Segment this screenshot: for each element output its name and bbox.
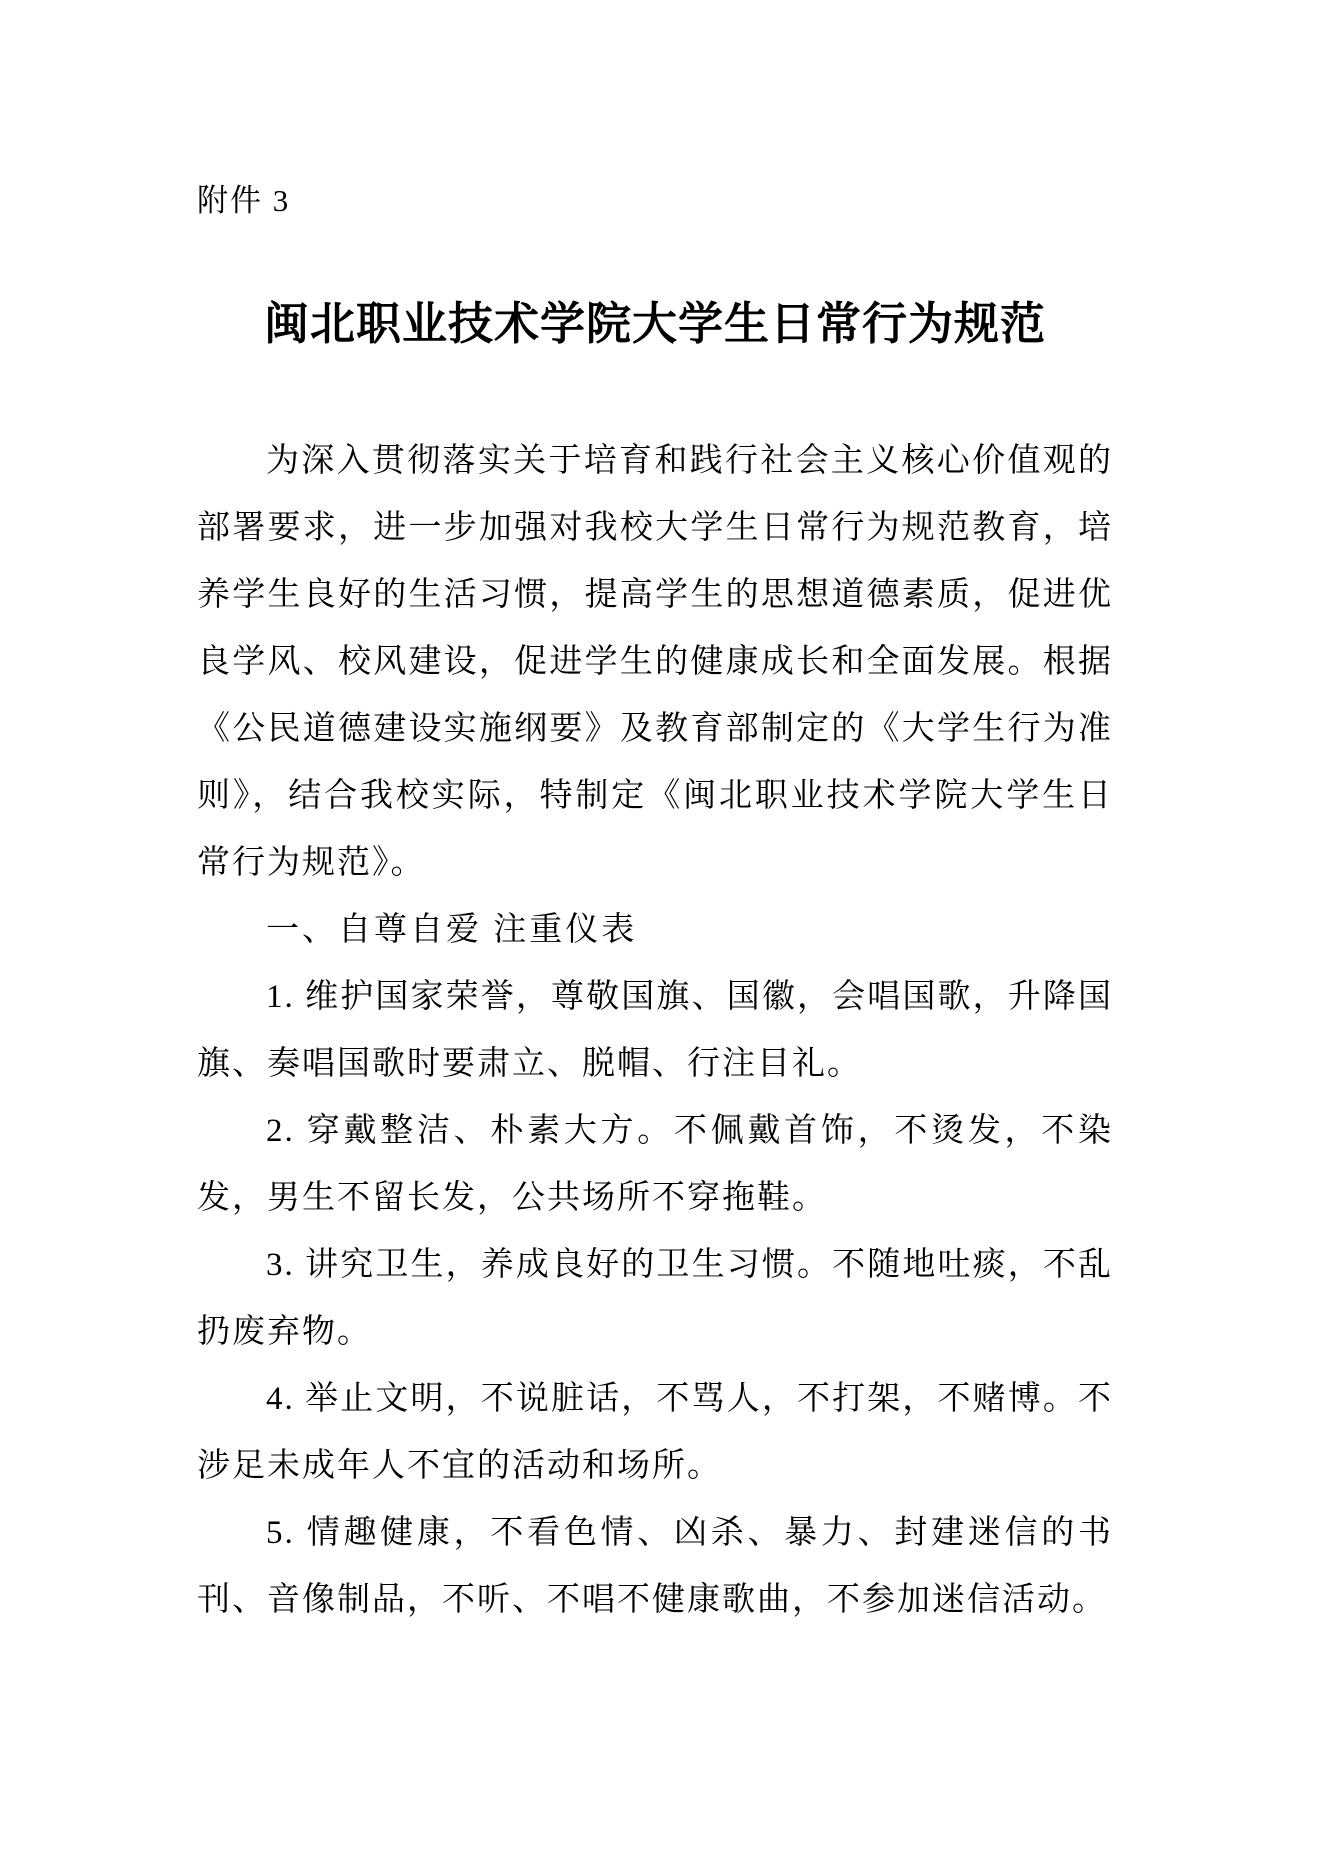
behavior-item-2: 2. 穿戴整洁、朴素大方。不佩戴首饰，不烫发，不染发，男生不留长发，公共场所不穿拖鞋。 (197, 1113, 1113, 1216)
intro-paragraph: 为深入贯彻落实关于培育和践行社会主义核心价值观的部署要求，进一步加强对我校大学生日常行为规范教育，培养学生良好的生活习惯，提高学生的思想道德素质，促进优良学风、校风建设，促进学生的健康成长和全面发展。根据《公民道德建设实施纲要》及教育部制定的《大学生行为准则》，结合我校实际，特制定《闽北职业技术学院大学生日常行为规范》。 (197, 443, 1113, 881)
behavior-item-3: 3. 讲究卫生，养成良好的卫生习惯。不随地吐痰，不乱扔废弃物。 (197, 1247, 1113, 1350)
document-title: 闽北职业技术学院大学生日常行为规范 (263, 299, 1046, 349)
attachment-label: 附件 3 (197, 183, 291, 218)
section-heading: 一、自尊自爱 注重仪表 (266, 912, 638, 948)
document-body (197, 428, 1113, 1634)
behavior-item-5: 5. 情趣健康，不看色情、凶杀、暴力、封建迷信的书刊、音像制品，不听、不唱不健康歌曲，不参加迷信活动。 (197, 1515, 1113, 1618)
behavior-item-4: 4. 举止文明，不说脏话，不骂人，不打架，不赌博。不涉足未成年人不宜的活动和场所。 (197, 1381, 1113, 1484)
behavior-item-1: 1. 维护国家荣誉，尊敬国旗、国徽，会唱国歌，升降国旗、奏唱国歌时要肃立、脱帽、行注目礼。 (197, 979, 1113, 1082)
